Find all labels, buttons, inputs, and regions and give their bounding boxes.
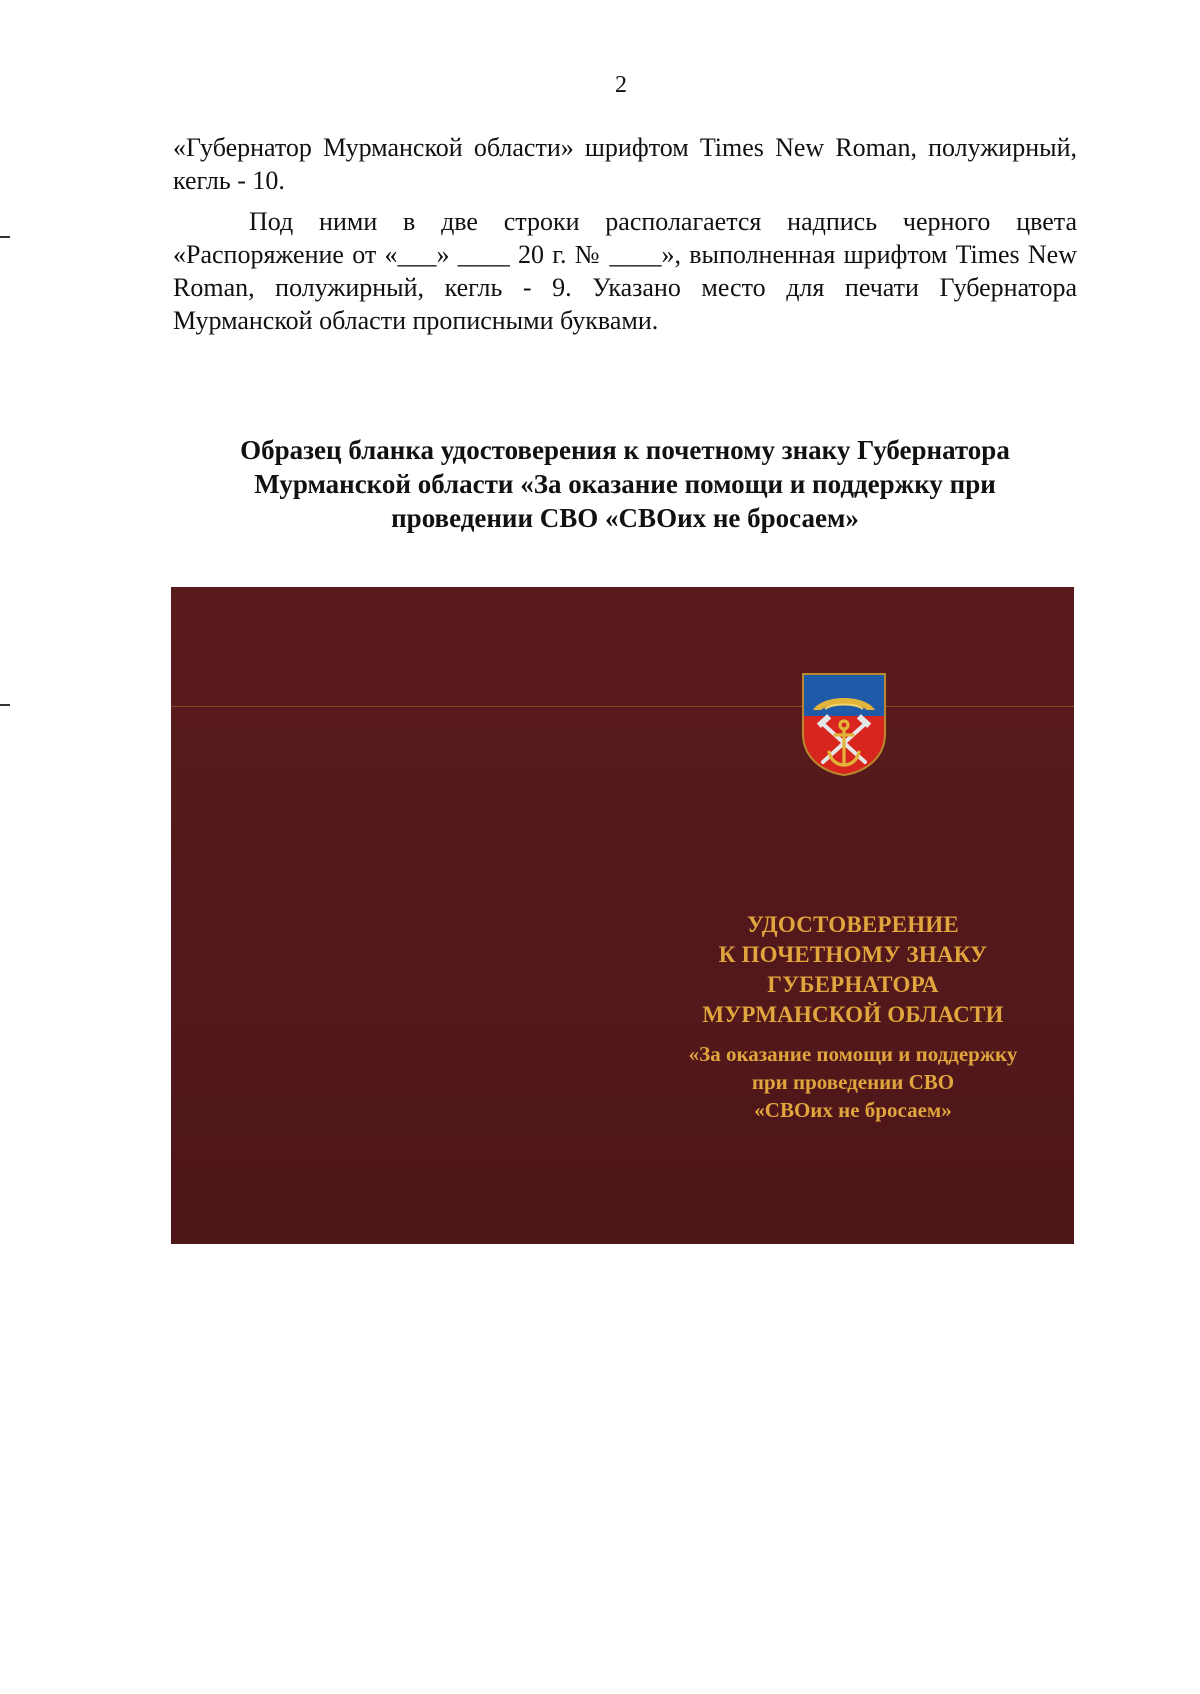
- margin-mark: [0, 236, 10, 238]
- cover-title: [633, 910, 1073, 1030]
- cover-fold-line: [171, 706, 1074, 707]
- sample-title-line: Образец бланка удостоверения к почетному знаку Губернатора: [240, 435, 1010, 465]
- cover-title-line: УДОСТОВЕРЕНИЕ: [747, 912, 959, 937]
- cover-subtitle-line: «СВОих не бросаем»: [754, 1098, 952, 1122]
- body-text: [173, 131, 1077, 337]
- sample-title-line: проведении СВО «СВОих не бросаем»: [391, 503, 859, 533]
- cover-title-line: МУРМАНСКОЙ ОБЛАСТИ: [702, 1002, 1004, 1027]
- certificate-cover: [171, 587, 1074, 1244]
- paragraph-1: «Губернатор Мурманской области» шрифтом Times New Roman, полужирный, кегль - 10.: [173, 133, 1077, 195]
- sample-title-line: Мурманской области «За оказание помощи и поддержку при: [254, 469, 996, 499]
- paragraph-2: Под ними в две строки располагается надпись черного цвета «Распоряжение от «___» ____ 20 г. № ____», выполненная шрифтом Times New Roman, полужирный, кегль - 9. Указано место для печати Губернатора Мурманской области прописными буквами.: [173, 207, 1077, 335]
- murmansk-coat-of-arms-icon: [801, 672, 887, 776]
- sample-title: [190, 433, 1060, 535]
- cover-subtitle-line: «За оказание помощи и поддержку: [688, 1042, 1018, 1066]
- cover-title-line: К ПОЧЕТНОМУ ЗНАКУ: [718, 942, 988, 967]
- cover-title-line: ГУБЕРНАТОРА: [767, 972, 939, 997]
- page-number: 2: [615, 72, 627, 98]
- margin-mark: [0, 704, 10, 706]
- cover-subtitle: [633, 1040, 1073, 1124]
- cover-subtitle-line: при проведении СВО: [751, 1070, 955, 1094]
